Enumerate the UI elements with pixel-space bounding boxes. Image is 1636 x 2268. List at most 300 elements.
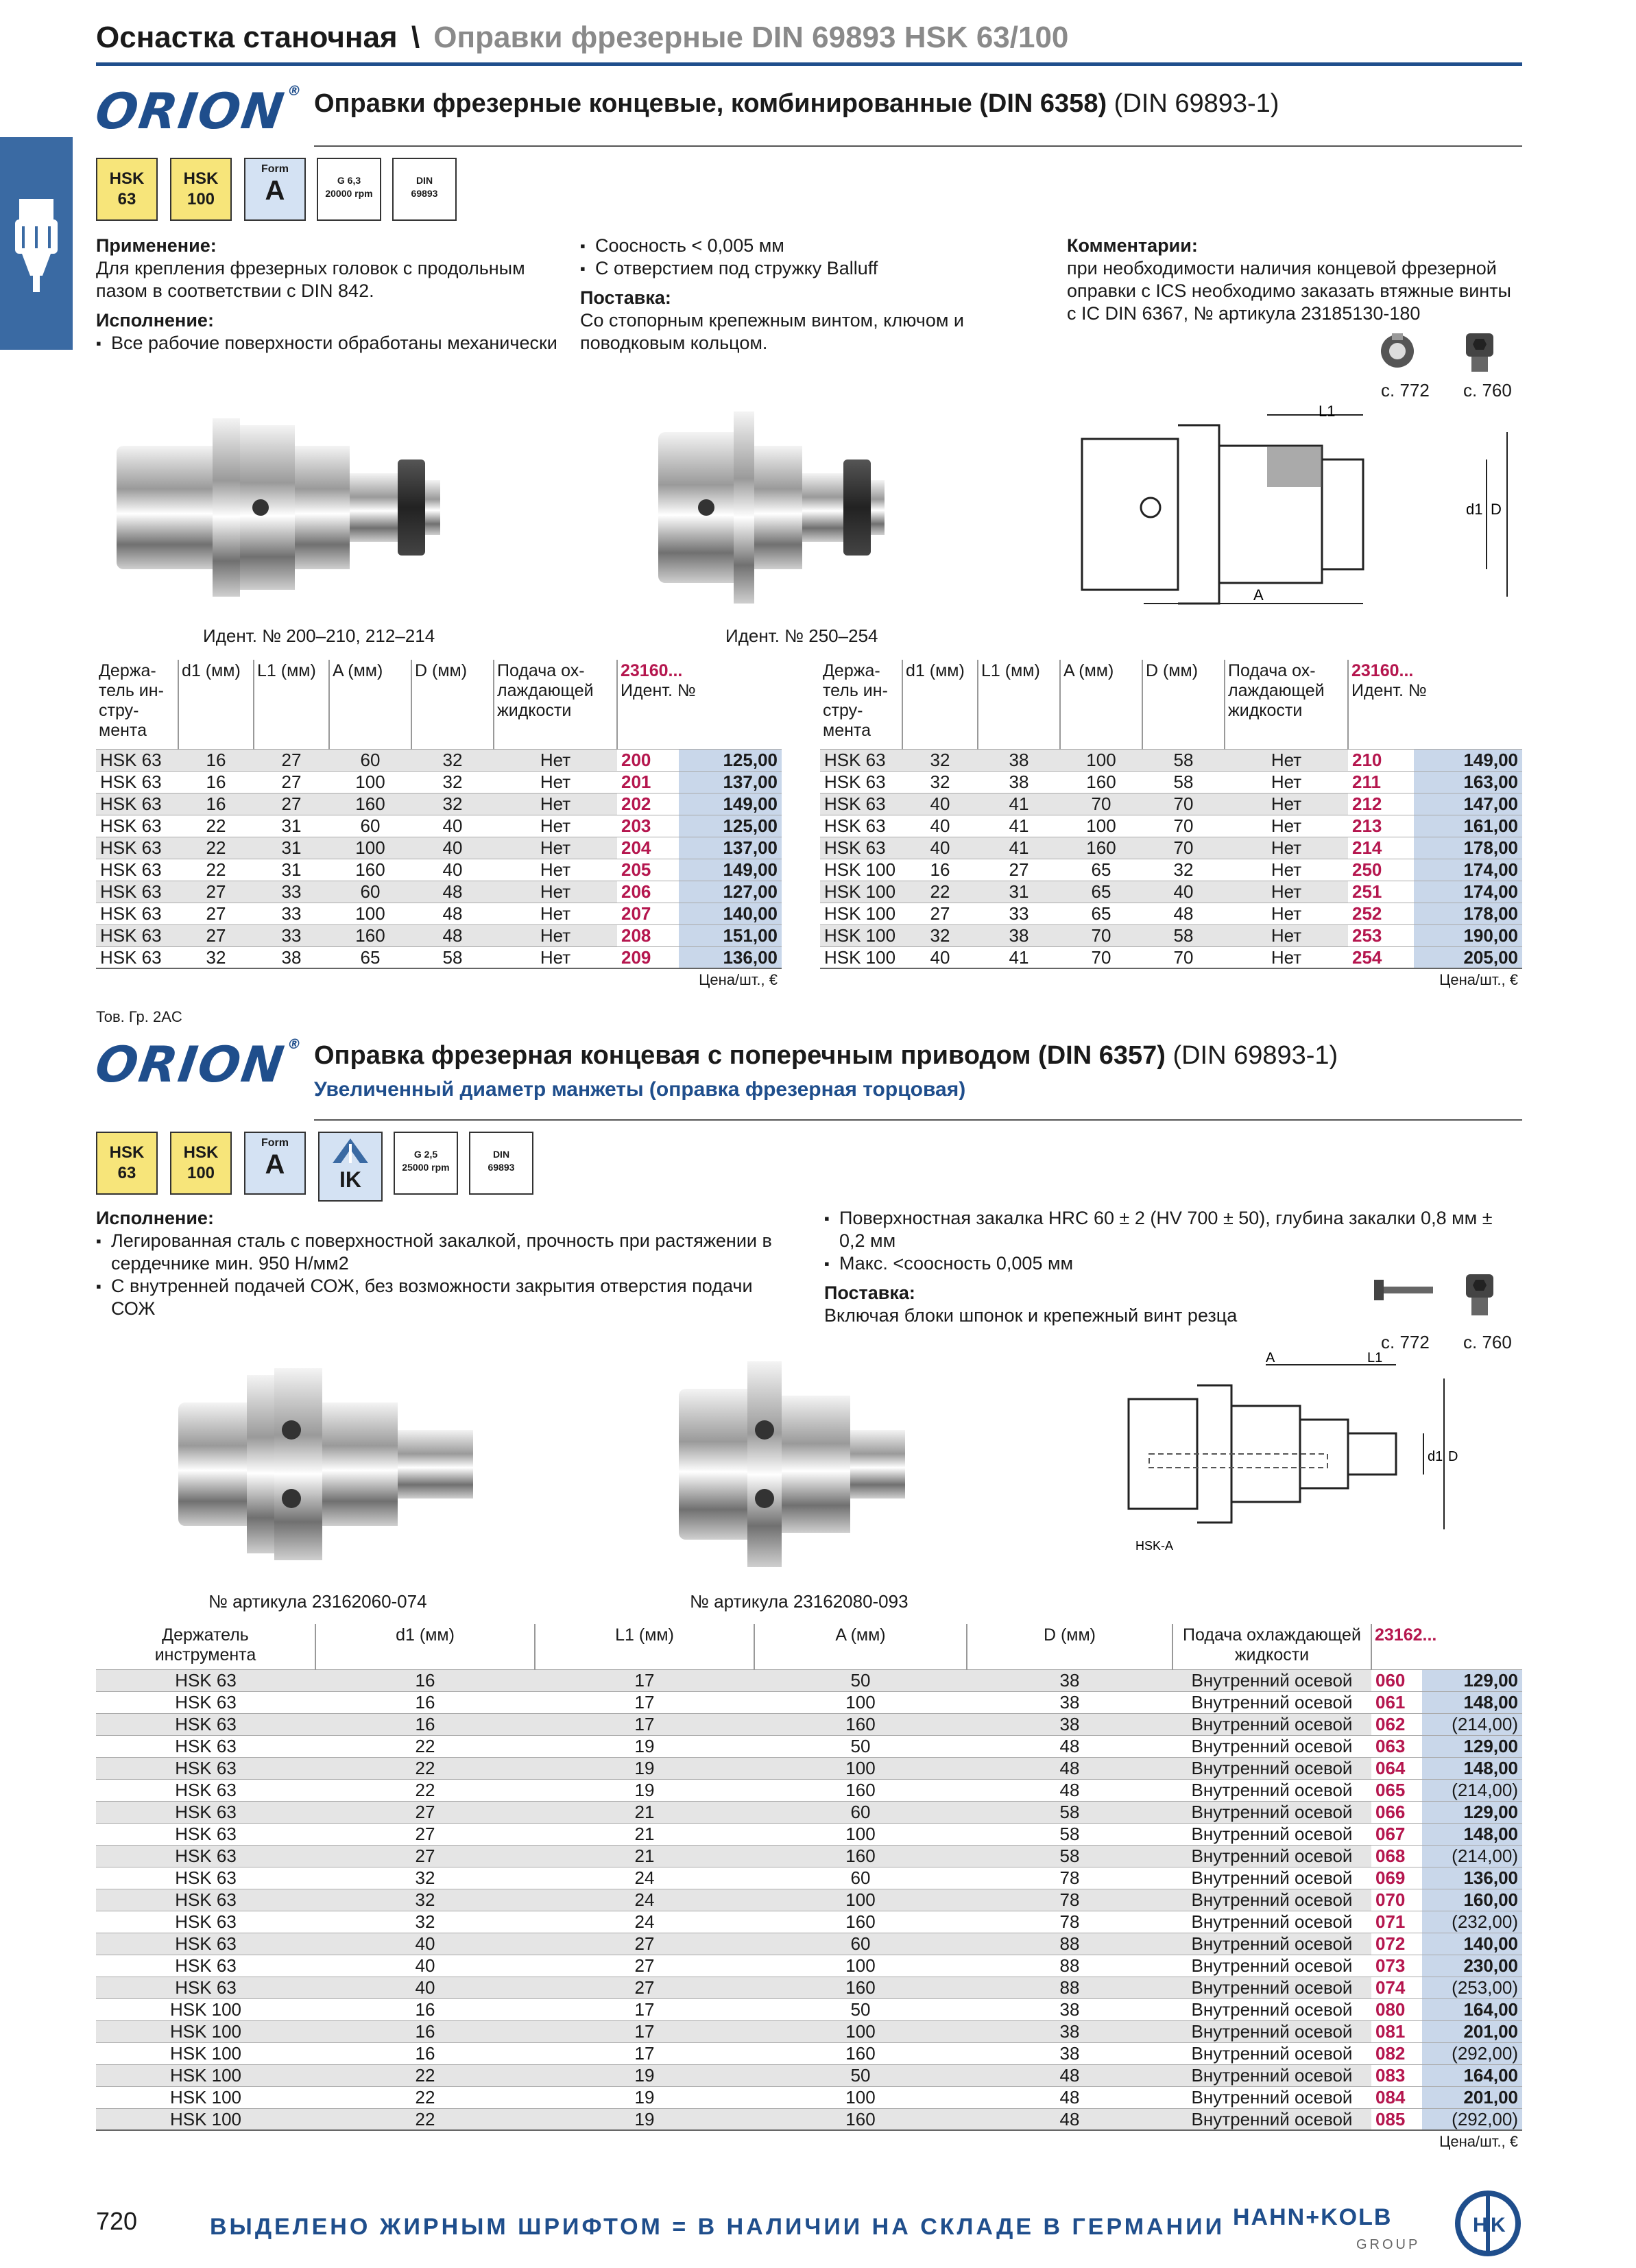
cell-a: 60 — [754, 1801, 967, 1823]
cell-holder: HSK 63 — [96, 749, 178, 771]
table-row — [96, 1867, 1522, 1889]
badge-hsk63-l2: 63 — [117, 190, 136, 208]
cell-a: 50 — [754, 1735, 967, 1757]
cell-coolant: Внутренний осевой — [1172, 1867, 1371, 1889]
table-row — [96, 2108, 1522, 2130]
cell-a: 60 — [329, 749, 411, 771]
badge-hsk100 — [170, 1132, 232, 1195]
cell-d: 32 — [411, 793, 494, 815]
table-row — [96, 1911, 1522, 1933]
cell-holder: HSK 63 — [820, 815, 902, 837]
section1-title — [314, 89, 1279, 119]
cell-holder: HSK 100 — [96, 2042, 315, 2064]
th-d: D (мм) — [967, 1624, 1172, 1669]
technical-drawing-combined-arbor — [1075, 405, 1514, 631]
th-d1: d1 (мм) — [315, 1624, 535, 1669]
cell-article-code: 206 — [617, 881, 679, 903]
product-group-note: Тов. Гр. 2AC — [96, 1008, 182, 1025]
feature-item: ▪ С отверстием под стружку Balluff — [580, 257, 1019, 280]
table-row — [96, 2020, 1522, 2042]
dim-d: D — [1491, 501, 1502, 518]
th-article — [1348, 660, 1522, 749]
cell-coolant: Нет — [494, 771, 617, 793]
table-row — [96, 815, 782, 837]
table-row — [820, 946, 1522, 968]
cell-a: 65 — [1060, 881, 1142, 903]
badge-hsk63-l2: 63 — [117, 1164, 136, 1182]
cell-coolant: Нет — [494, 837, 617, 859]
cell-a: 100 — [754, 2086, 967, 2108]
cell-l1: 38 — [978, 924, 1060, 946]
cell-d: 38 — [967, 1713, 1172, 1735]
cell-d: 38 — [967, 1691, 1172, 1713]
cell-price: 201,00 — [1422, 2086, 1522, 2108]
cell-a: 100 — [754, 1955, 967, 1977]
cell-l1: 19 — [535, 2108, 754, 2130]
th-coolant: Подача ох- лаждающей жидкости — [1225, 660, 1348, 749]
cell-d1: 22 — [315, 1757, 535, 1779]
feature-item: ▪ Поверхностная закалка HRC 60 ± 2 (HV 700 ± 50), глубина закалки 0,8 мм ± 0,2 мм — [824, 1207, 1510, 1252]
cell-article-code: 072 — [1371, 1933, 1422, 1955]
image-caption-2: Идент. № 250–254 — [725, 625, 878, 646]
table-row — [96, 2064, 1522, 2086]
section1-comments — [1067, 235, 1519, 325]
badge-din-l1: DIN — [416, 175, 433, 186]
cell-l1: 38 — [978, 749, 1060, 771]
cell-article-code: 083 — [1371, 2064, 1422, 2086]
th-holder: Держа- тель ин- стру- мента — [96, 660, 178, 749]
cell-coolant: Нет — [494, 924, 617, 946]
price-note: Цена/шт., € — [820, 968, 1522, 990]
cell-a: 100 — [329, 903, 411, 924]
table-row — [96, 2086, 1522, 2108]
cell-a: 60 — [329, 881, 411, 903]
table-row — [96, 1735, 1522, 1757]
cell-l1: 27 — [535, 1977, 754, 1998]
cell-l1: 17 — [535, 1669, 754, 1691]
application-text: Для крепления фрезерных головок с продольным пазом в соответствии с DIN 842. — [96, 258, 525, 301]
ref-page-760: с. 760 — [1463, 380, 1512, 401]
cell-holder: HSK 100 — [96, 2064, 315, 2086]
execution-item: ▪ С внутренней подачей СОЖ, без возможности закрытия отверстия подачи СОЖ — [96, 1275, 795, 1320]
orion-logo-text: ORION — [92, 1036, 289, 1093]
cell-a: 70 — [1060, 924, 1142, 946]
cell-holder: HSK 63 — [96, 1779, 315, 1801]
cell-price: 127,00 — [679, 881, 782, 903]
cell-coolant: Внутренний осевой — [1172, 2020, 1371, 2042]
cell-d: 38 — [967, 2020, 1172, 2042]
lock-ring-icon — [1377, 331, 1418, 372]
th-d: D (мм) — [1142, 660, 1225, 749]
breadcrumb-subcategory: Оправки фрезерные DIN 69893 HSK 63/100 — [433, 21, 1069, 54]
execution-heading: Исполнение: — [96, 310, 214, 331]
th-l1: L1 (мм) — [978, 660, 1060, 749]
cell-d1: 27 — [315, 1823, 535, 1845]
company-group-text: GROUP — [1356, 2237, 1421, 2252]
cell-holder: HSK 63 — [96, 1889, 315, 1911]
cell-holder: HSK 63 — [96, 793, 178, 815]
badge-form-a — [244, 1132, 306, 1195]
cell-l1: 17 — [535, 1691, 754, 1713]
company-emblem-icon — [1454, 2189, 1522, 2258]
cell-a: 160 — [1060, 771, 1142, 793]
image-caption-2: № артикула 23162080-093 — [690, 1591, 909, 1612]
cell-holder: HSK 63 — [96, 1757, 315, 1779]
cell-coolant: Внутренний осевой — [1172, 1669, 1371, 1691]
cell-d: 78 — [967, 1867, 1172, 1889]
cell-l1: 24 — [535, 1911, 754, 1933]
cell-l1: 21 — [535, 1845, 754, 1867]
cell-article-code: 211 — [1348, 771, 1414, 793]
cell-article-code: 210 — [1348, 749, 1414, 771]
cell-holder: HSK 63 — [96, 903, 178, 924]
dim-d: D — [1448, 1449, 1458, 1464]
cell-holder: HSK 100 — [820, 924, 902, 946]
clamping-screw-icon — [1459, 329, 1500, 373]
th-article: 23162... — [1375, 1625, 1437, 1645]
feature-item: ▪ Соосность < 0,005 мм — [580, 235, 1019, 257]
cell-d: 70 — [1142, 815, 1225, 837]
cell-a: 160 — [754, 2042, 967, 2064]
table-row — [820, 749, 1522, 771]
cell-price: 160,00 — [1422, 1889, 1522, 1911]
cell-l1: 27 — [254, 749, 329, 771]
cell-d: 40 — [411, 815, 494, 837]
badge-g-l1: G 6,3 — [337, 175, 361, 186]
section2-table — [96, 1624, 1522, 2152]
th-holder: Держатель инструмента — [96, 1624, 315, 1669]
cell-coolant: Нет — [494, 749, 617, 771]
table-row — [96, 771, 782, 793]
cell-d: 48 — [967, 1735, 1172, 1757]
cell-l1: 33 — [254, 881, 329, 903]
th-article — [617, 660, 782, 749]
cell-coolant: Нет — [494, 815, 617, 837]
comments-heading: Комментарии: — [1067, 235, 1198, 256]
cell-holder: HSK 63 — [96, 1823, 315, 1845]
section1-features — [580, 235, 1019, 355]
cell-a: 160 — [754, 1845, 967, 1867]
table-row — [820, 903, 1522, 924]
cell-d: 40 — [1142, 881, 1225, 903]
cell-coolant: Нет — [1225, 793, 1348, 815]
cell-coolant: Нет — [1225, 924, 1348, 946]
cell-price: 205,00 — [1414, 946, 1522, 968]
table-row — [96, 793, 782, 815]
cell-coolant: Внутренний осевой — [1172, 1757, 1371, 1779]
cell-coolant: Нет — [1225, 859, 1348, 881]
cell-article-code: 085 — [1371, 2108, 1422, 2130]
section2-features — [824, 1207, 1510, 1327]
cell-d: 40 — [411, 837, 494, 859]
cell-article-code: 065 — [1371, 1779, 1422, 1801]
orion-logo — [92, 82, 304, 140]
cell-price: 178,00 — [1414, 837, 1522, 859]
cell-price: 161,00 — [1414, 815, 1522, 837]
cell-a: 65 — [1060, 903, 1142, 924]
table-row — [96, 1889, 1522, 1911]
cell-a: 50 — [754, 1669, 967, 1691]
stock-note: ВЫДЕЛЕНО ЖИРНЫМ ШРИФТОМ = В НАЛИЧИИ НА СКЛАДЕ В ГЕРМАНИИ — [210, 2214, 1225, 2240]
cell-coolant: Внутренний осевой — [1172, 1911, 1371, 1933]
cell-d1: 27 — [315, 1801, 535, 1823]
cell-a: 70 — [1060, 946, 1142, 968]
cell-d: 48 — [967, 1779, 1172, 1801]
section1-title-main: Оправки фрезерные концевые, комбинированные (DIN 6358) — [314, 89, 1107, 118]
image-caption-1: № артикула 23162060-074 — [208, 1591, 427, 1612]
dim-a: A — [1253, 586, 1264, 604]
badge-form-label: Form — [261, 1137, 289, 1149]
cell-article-code: 250 — [1348, 859, 1414, 881]
cell-price: 174,00 — [1414, 881, 1522, 903]
cell-price: (253,00) — [1422, 1977, 1522, 1998]
cell-a: 160 — [754, 1713, 967, 1735]
cell-d1: 40 — [902, 946, 978, 968]
label-hsk-a: HSK-A — [1135, 1539, 1174, 1553]
cell-d1: 27 — [178, 903, 254, 924]
table-row — [96, 1801, 1522, 1823]
table-row — [96, 903, 782, 924]
cell-holder: HSK 100 — [820, 859, 902, 881]
table-row — [96, 859, 782, 881]
cell-d1: 32 — [902, 749, 978, 771]
cell-price: (214,00) — [1422, 1713, 1522, 1735]
table-row — [96, 881, 782, 903]
cell-article-code: 251 — [1348, 881, 1414, 903]
cell-l1: 41 — [978, 815, 1060, 837]
cell-d1: 16 — [315, 2042, 535, 2064]
th-d1: d1 (мм) — [178, 660, 254, 749]
badge-g-l2: 20000 rpm — [325, 188, 373, 199]
cell-l1: 31 — [254, 815, 329, 837]
cell-price: 129,00 — [1422, 1669, 1522, 1691]
cell-price: (292,00) — [1422, 2042, 1522, 2064]
cell-d1: 16 — [315, 1669, 535, 1691]
cell-d1: 32 — [902, 924, 978, 946]
cell-d1: 22 — [315, 2064, 535, 2086]
cell-d1: 16 — [178, 771, 254, 793]
cell-l1: 19 — [535, 1735, 754, 1757]
th-a: A (мм) — [754, 1624, 967, 1669]
clamping-screw-icon — [1459, 1270, 1500, 1318]
cell-d1: 16 — [315, 1691, 535, 1713]
cell-d: 38 — [967, 1669, 1172, 1691]
cell-l1: 38 — [254, 946, 329, 968]
cell-article-code: 213 — [1348, 815, 1414, 837]
cell-d1: 27 — [315, 1845, 535, 1867]
cell-coolant: Нет — [494, 859, 617, 881]
th-a: A (мм) — [1060, 660, 1142, 749]
cell-holder: HSK 63 — [96, 815, 178, 837]
section2-execution — [96, 1207, 795, 1320]
cell-coolant: Нет — [494, 881, 617, 903]
cell-coolant: Нет — [494, 946, 617, 968]
side-tab — [0, 137, 73, 350]
cell-price: (232,00) — [1422, 1911, 1522, 1933]
cell-d: 38 — [967, 2042, 1172, 2064]
price-note: Цена/шт., € — [96, 2130, 1522, 2152]
cell-l1: 33 — [978, 903, 1060, 924]
cell-l1: 31 — [254, 837, 329, 859]
coolant-arrow-icon — [330, 1137, 371, 1165]
cell-d1: 32 — [315, 1867, 535, 1889]
cell-d1: 40 — [315, 1955, 535, 1977]
cell-holder: HSK 63 — [820, 749, 902, 771]
company-monogram-h: H — [1473, 2214, 1488, 2236]
cell-d: 88 — [967, 1955, 1172, 1977]
cell-coolant: Нет — [494, 793, 617, 815]
cell-d1: 27 — [902, 903, 978, 924]
cell-d1: 22 — [315, 2108, 535, 2130]
page-number: 720 — [96, 2207, 138, 2235]
cell-d: 58 — [411, 946, 494, 968]
cell-d: 48 — [411, 881, 494, 903]
section2-rule — [314, 1119, 1522, 1121]
cell-price: 137,00 — [679, 771, 782, 793]
cell-article-code: 205 — [617, 859, 679, 881]
th-d: D (мм) — [411, 660, 494, 749]
cell-price: 163,00 — [1414, 771, 1522, 793]
badge-hsk63-l1: HSK — [109, 1143, 145, 1162]
badge-ik-label: IK — [339, 1167, 361, 1192]
cell-d1: 16 — [902, 859, 978, 881]
table-row — [820, 815, 1522, 837]
cell-d: 78 — [967, 1911, 1172, 1933]
dim-l1: L1 — [1319, 405, 1336, 420]
delivery-heading: Поставка: — [824, 1282, 915, 1303]
cell-coolant: Внутренний осевой — [1172, 1845, 1371, 1867]
table-row — [96, 1933, 1522, 1955]
delivery-heading: Поставка: — [580, 287, 671, 308]
cell-d: 58 — [1142, 771, 1225, 793]
cell-d: 58 — [967, 1823, 1172, 1845]
cell-price: 164,00 — [1422, 1998, 1522, 2020]
cell-a: 100 — [754, 1889, 967, 1911]
cell-l1: 31 — [978, 881, 1060, 903]
cell-d1: 22 — [902, 881, 978, 903]
table-row — [96, 1779, 1522, 1801]
cell-price: 148,00 — [1422, 1691, 1522, 1713]
cell-d: 48 — [411, 903, 494, 924]
cell-price: 129,00 — [1422, 1735, 1522, 1757]
cell-coolant: Внутренний осевой — [1172, 2042, 1371, 2064]
cell-article-code: 214 — [1348, 837, 1414, 859]
cell-a: 160 — [329, 859, 411, 881]
table-row — [96, 1713, 1522, 1735]
cell-d: 38 — [967, 1998, 1172, 2020]
cell-coolant: Внутренний осевой — [1172, 1998, 1371, 2020]
cell-a: 160 — [754, 1779, 967, 1801]
cell-d1: 40 — [902, 793, 978, 815]
cell-holder: HSK 63 — [96, 924, 178, 946]
badge-form-a — [244, 158, 306, 221]
cell-article-code: 200 — [617, 749, 679, 771]
table-row — [96, 1955, 1522, 1977]
cell-d: 88 — [967, 1977, 1172, 1998]
cell-article-code: 063 — [1371, 1735, 1422, 1757]
cell-a: 65 — [1060, 859, 1142, 881]
technical-drawing-side-lock-arbor — [1122, 1351, 1478, 1564]
cell-coolant: Внутренний осевой — [1172, 2064, 1371, 2086]
product-image-side-lock-100 — [672, 1354, 946, 1574]
cell-article-code: 081 — [1371, 2020, 1422, 2042]
cell-holder: HSK 63 — [96, 881, 178, 903]
cell-l1: 41 — [978, 837, 1060, 859]
cell-l1: 21 — [535, 1823, 754, 1845]
cell-holder: HSK 100 — [96, 2108, 315, 2130]
delivery-text: Со стопорным крепежным винтом, ключом и поводковым кольцом. — [580, 310, 964, 353]
cell-a: 160 — [329, 924, 411, 946]
cell-d1: 22 — [178, 837, 254, 859]
cell-coolant: Нет — [1225, 903, 1348, 924]
ref-page-772: с. 772 — [1381, 380, 1430, 401]
cell-holder: HSK 100 — [96, 1998, 315, 2020]
execution-heading: Исполнение: — [96, 1208, 214, 1228]
cell-l1: 19 — [535, 2086, 754, 2108]
cell-price: 149,00 — [679, 793, 782, 815]
cell-article-code: 254 — [1348, 946, 1414, 968]
ref-page-760: с. 760 — [1463, 1332, 1512, 1352]
cell-d: 88 — [967, 1933, 1172, 1955]
cell-d: 70 — [1142, 946, 1225, 968]
page-header — [96, 14, 1522, 66]
execution-item: ▪ Все рабочие поверхности обработаны механически — [96, 332, 562, 355]
cell-l1: 17 — [535, 1713, 754, 1735]
cell-article-code: 074 — [1371, 1977, 1422, 1998]
cell-d: 48 — [967, 1757, 1172, 1779]
breadcrumb-separator: \ — [411, 21, 420, 54]
section1-rule — [314, 145, 1522, 147]
badge-din — [469, 1132, 533, 1195]
product-image-side-lock-63 — [171, 1354, 501, 1574]
cell-a: 160 — [754, 2108, 967, 2130]
cell-article-code: 071 — [1371, 1911, 1422, 1933]
cell-holder: HSK 63 — [96, 1669, 315, 1691]
table-row — [96, 837, 782, 859]
cell-d: 40 — [411, 859, 494, 881]
badge-din-l2: 69893 — [488, 1162, 515, 1173]
cell-holder: HSK 63 — [96, 859, 178, 881]
cell-d1: 40 — [902, 837, 978, 859]
product-image-arbor-100 — [645, 405, 987, 610]
cell-article-code: 253 — [1348, 924, 1414, 946]
drill-chuck-icon — [10, 199, 63, 295]
cell-l1: 31 — [254, 859, 329, 881]
th-article-prefix: 23160... — [1351, 661, 1414, 680]
table-row — [96, 1998, 1522, 2020]
cell-coolant: Нет — [1225, 749, 1348, 771]
table-row — [96, 1669, 1522, 1691]
delivery-text: Включая блоки шпонок и крепежный винт резца — [824, 1305, 1238, 1326]
table-row — [820, 771, 1522, 793]
cell-holder: HSK 100 — [820, 946, 902, 968]
key-icon — [1367, 1277, 1436, 1304]
cell-article-code: 061 — [1371, 1691, 1422, 1713]
cell-holder: HSK 100 — [820, 903, 902, 924]
cell-l1: 17 — [535, 2042, 754, 2064]
cell-price: 129,00 — [1422, 1801, 1522, 1823]
cell-a: 160 — [754, 1911, 967, 1933]
cell-holder: HSK 63 — [96, 1911, 315, 1933]
cell-holder: HSK 63 — [96, 1735, 315, 1757]
cell-price: 201,00 — [1422, 2020, 1522, 2042]
cell-d1: 16 — [315, 1998, 535, 2020]
badge-din-l2: 69893 — [411, 188, 438, 199]
cell-l1: 33 — [254, 903, 329, 924]
badge-hsk100-l2: 100 — [187, 1164, 215, 1182]
cell-holder: HSK 63 — [96, 1977, 315, 1998]
cell-article-code: 082 — [1371, 2042, 1422, 2064]
